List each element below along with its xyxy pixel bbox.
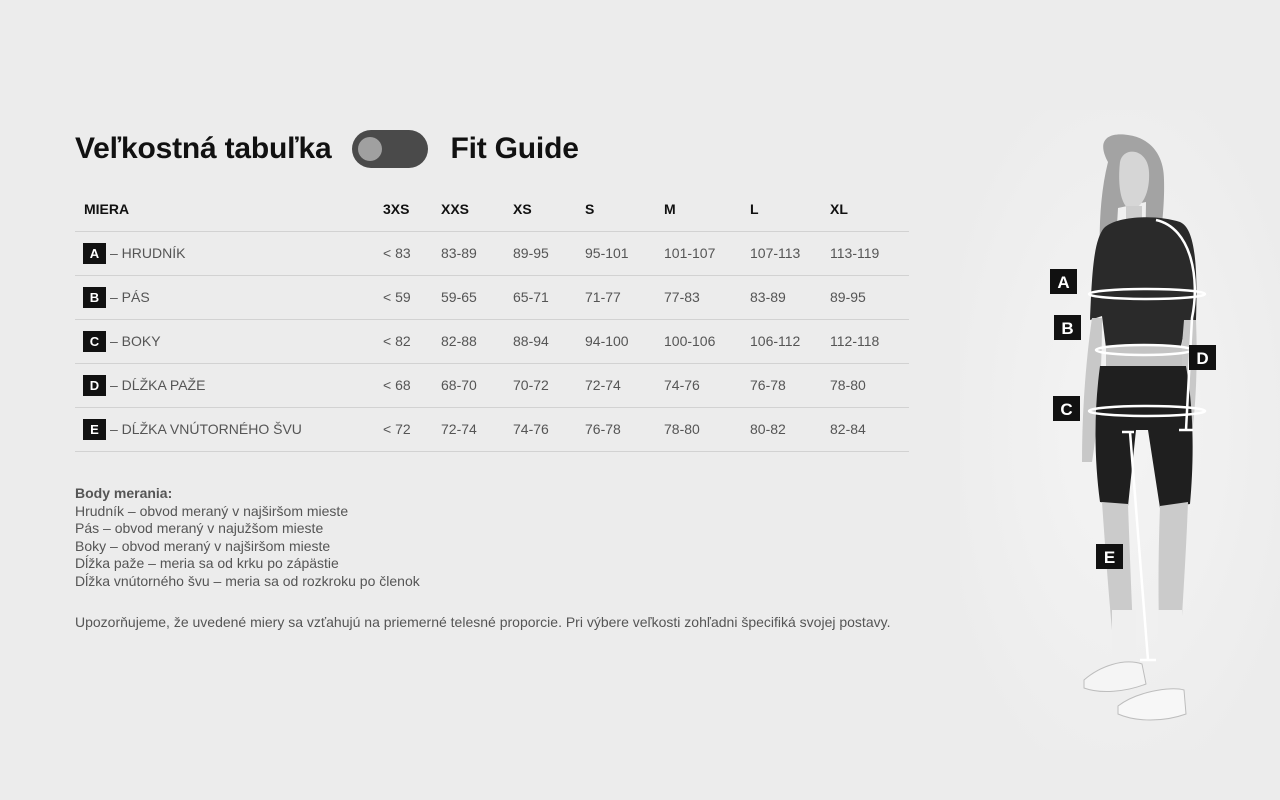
table-cell: 83-89 [441, 231, 513, 275]
figure-illustration [960, 110, 1280, 750]
toggle-knob[interactable] [358, 137, 382, 161]
view-toggle[interactable] [352, 130, 428, 168]
table-cell: 74-76 [513, 407, 585, 451]
table-cell: 80-82 [750, 407, 830, 451]
table-cell: 78-80 [830, 363, 909, 407]
table-cell: 82-84 [830, 407, 909, 451]
row-measure-cell [75, 275, 383, 319]
measure-badge: E [83, 419, 106, 440]
note-line: Hrudník – obvod meraný v najširšom mieste [75, 502, 349, 519]
row-measure-cell [75, 407, 383, 451]
body-measurement-notes [75, 485, 420, 591]
measure-label: – DĹŽKA VNÚTORNÉHO ŠVU [110, 421, 302, 437]
column-header-xs: XS [513, 188, 585, 231]
measure-badge: D [83, 375, 106, 396]
marker-c-label: C [1060, 400, 1073, 419]
measure-label: – PÁS [110, 289, 150, 305]
table-cell: 77-83 [664, 275, 750, 319]
marker-e-label: E [1103, 548, 1116, 567]
table-cell: 113-119 [830, 231, 909, 275]
measure-badge: C [83, 331, 106, 352]
marker-d-label: D [1196, 349, 1209, 368]
column-header-3xs: 3XS [383, 188, 441, 231]
marker-b-label: B [1061, 319, 1074, 338]
row-measure-cell [75, 231, 383, 275]
sizing-disclaimer: Upozorňujeme, že uvedené miery sa vzťahujú na priemerné telesné proporcie. Pri výbere veľkosti zohľadni špecifiká svojej postavy. [75, 614, 891, 630]
table-cell: 101-107 [664, 231, 750, 275]
row-measure-cell [75, 319, 383, 363]
table-cell: 88-94 [513, 319, 585, 363]
column-header-l: L [750, 188, 830, 231]
figure-marker-a [1050, 269, 1077, 294]
table-cell: 76-78 [750, 363, 830, 407]
table-cell: 89-95 [830, 275, 909, 319]
table-cell: 94-100 [585, 319, 664, 363]
column-header-m: M [664, 188, 750, 231]
table-cell: 95-101 [585, 231, 664, 275]
figure-marker-e [1096, 544, 1123, 569]
measure-label: – DĹŽKA PAŽE [110, 377, 206, 393]
measure-badge: A [83, 243, 106, 264]
table-cell: 59-65 [441, 275, 513, 319]
table-cell: 65-71 [513, 275, 585, 319]
table-row [75, 275, 909, 319]
measure-label: – HRUDNÍK [110, 245, 186, 261]
table-row [75, 407, 909, 451]
table-row [75, 319, 909, 363]
marker-a-label: A [1057, 273, 1070, 292]
table-cell: 74-76 [664, 363, 750, 407]
note-line: Pás – obvod meraný v najužšom mieste [75, 520, 324, 537]
column-header-xxs: XXS [441, 188, 513, 231]
row-measure-cell [75, 363, 383, 407]
table-cell: < 82 [383, 319, 441, 363]
measure-badge: B [83, 287, 106, 308]
table-cell: < 68 [383, 363, 441, 407]
table-cell: 68-70 [441, 363, 513, 407]
notes-heading: Body merania: [75, 485, 173, 501]
table-cell: 70-72 [513, 363, 585, 407]
figure-marker-b [1054, 315, 1081, 340]
figure-marker-c [1053, 396, 1080, 421]
measure-label: – BOKY [110, 333, 161, 349]
column-header-xl: XL [830, 188, 909, 231]
size-table [75, 188, 909, 452]
figure-marker-d [1189, 345, 1216, 370]
table-cell: < 72 [383, 407, 441, 451]
size-chart-title[interactable]: Veľkostná tabuľka [75, 132, 332, 165]
table-cell: 76-78 [585, 407, 664, 451]
table-cell: 89-95 [513, 231, 585, 275]
table-cell: 78-80 [664, 407, 750, 451]
table-cell: 112-118 [830, 319, 909, 363]
note-line: Boky – obvod meraný v najširšom mieste [75, 537, 331, 554]
table-cell: < 59 [383, 275, 441, 319]
table-cell: 82-88 [441, 319, 513, 363]
table-row [75, 231, 909, 275]
measurement-figure [960, 110, 1280, 750]
page-header [75, 128, 579, 170]
column-header-s: S [585, 188, 664, 231]
table-cell: 100-106 [664, 319, 750, 363]
table-cell: 106-112 [750, 319, 830, 363]
table-cell: 83-89 [750, 275, 830, 319]
table-header-row [75, 188, 909, 231]
fit-guide-title[interactable]: Fit Guide [450, 132, 579, 165]
column-header-measure: MIERA [75, 188, 383, 231]
table-row [75, 363, 909, 407]
note-line: Dĺžka vnútorného švu – meria sa od rozkroku po členok [75, 572, 420, 589]
table-cell: < 83 [383, 231, 441, 275]
table-cell: 107-113 [750, 231, 830, 275]
table-cell: 72-74 [441, 407, 513, 451]
note-line: Dĺžka paže – meria sa od krku po zápästie [75, 555, 339, 572]
table-cell: 71-77 [585, 275, 664, 319]
table-cell: 72-74 [585, 363, 664, 407]
